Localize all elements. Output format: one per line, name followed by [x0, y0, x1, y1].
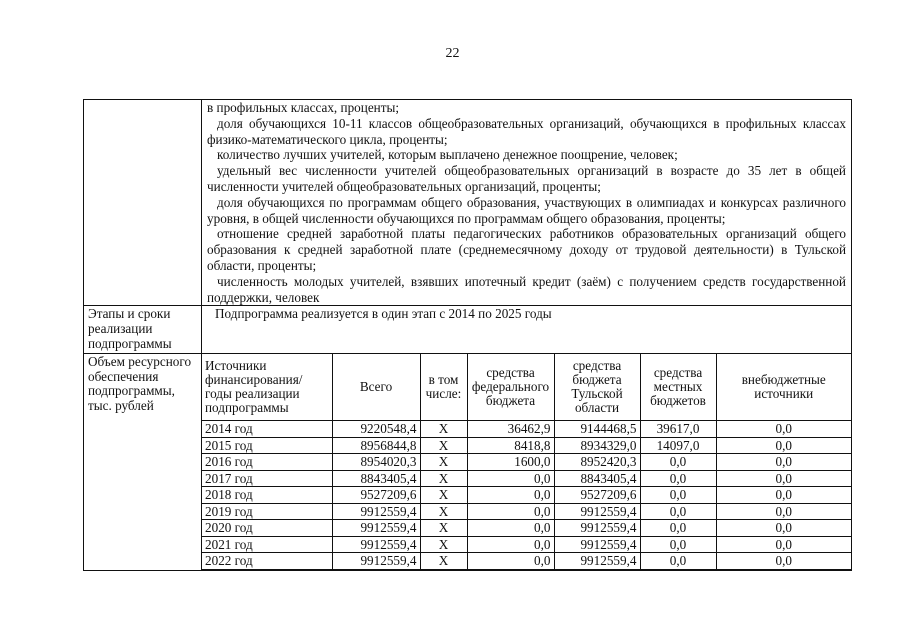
value-cell: 0,0 — [640, 503, 716, 520]
funding-label-cell — [84, 354, 202, 571]
year-cell: 2021 год — [202, 536, 332, 553]
value-cell: 8952420,3 — [554, 454, 640, 471]
year-cell: 2020 год — [202, 520, 332, 537]
table-row — [202, 421, 851, 438]
value-cell: 0,0 — [716, 553, 851, 570]
value-cell: 9912559,4 — [554, 520, 640, 537]
value-cell: 0,0 — [467, 487, 554, 504]
funding-cell — [202, 354, 852, 571]
value-cell: 8954020,3 — [332, 454, 420, 471]
value-cell: 9527209,6 — [554, 487, 640, 504]
funding-row — [84, 354, 852, 571]
value-cell: 0,0 — [640, 470, 716, 487]
passport-table — [83, 99, 852, 571]
table-row — [202, 520, 851, 537]
header-regional: средства бюджета Тульской области — [554, 354, 640, 421]
page-number: 22 — [445, 46, 460, 61]
value-cell: 9912559,4 — [332, 536, 420, 553]
value-cell: 0,0 — [467, 470, 554, 487]
table-row — [202, 454, 851, 471]
value-cell: 0,0 — [467, 553, 554, 570]
value-cell: Х — [420, 470, 467, 487]
value-cell: 9912559,4 — [332, 503, 420, 520]
year-cell: 2015 год — [202, 437, 332, 454]
value-cell: 0,0 — [716, 454, 851, 471]
stages-row — [84, 306, 852, 354]
stages-label: Этапы и сроки реализации подпрограммы — [88, 306, 172, 351]
value-cell: Х — [420, 553, 467, 570]
header-including: в том числе: — [420, 354, 467, 421]
value-cell: Х — [420, 536, 467, 553]
year-cell: 2022 год — [202, 553, 332, 570]
indicator-item: отношение средней заработной платы педагогических работников образовательных организаций общего образования к средней заработной плате (среднемесячному доходу от трудовой деятельности) в Тульской области, проценты; — [207, 226, 846, 273]
value-cell: 0,0 — [640, 536, 716, 553]
value-cell: 0,0 — [716, 437, 851, 454]
header-local: средства местных бюджетов — [640, 354, 716, 421]
indicators-list — [202, 100, 851, 305]
funding-body — [202, 421, 851, 570]
indicator-item: доля обучающихся по программам общего образования, участвующих в олимпиадах и конкурсах различного уровня, в общей численности обучающихся по программам общего образования, проценты; — [207, 194, 846, 226]
value-cell: 8843405,4 — [554, 470, 640, 487]
value-cell: 9912559,4 — [554, 503, 640, 520]
funding-label: Объем ресурсного обеспечения подпрограммы, тыс. рублей — [88, 354, 192, 413]
value-cell: 0,0 — [467, 503, 554, 520]
value-cell: 9912559,4 — [554, 536, 640, 553]
year-cell: 2014 год — [202, 421, 332, 438]
value-cell: Х — [420, 454, 467, 471]
header-sources: Источники финансирования/ годы реализации подпрограммы — [202, 354, 332, 421]
table-row — [202, 553, 851, 570]
indicators-cell — [202, 100, 852, 306]
year-cell: 2019 год — [202, 503, 332, 520]
table-row — [202, 503, 851, 520]
value-cell: 0,0 — [640, 454, 716, 471]
year-cell: 2016 год — [202, 454, 332, 471]
table-row — [202, 470, 851, 487]
value-cell: 0,0 — [716, 503, 851, 520]
indicator-item: количество лучших учителей, которым выплачено денежное поощрение, человек; — [217, 147, 678, 163]
header-total: Всего — [332, 354, 420, 421]
value-cell: 0,0 — [716, 421, 851, 438]
value-cell: 0,0 — [640, 553, 716, 570]
value-cell: Х — [420, 437, 467, 454]
year-cell: 2018 год — [202, 487, 332, 504]
value-cell: 0,0 — [640, 520, 716, 537]
value-cell: 0,0 — [640, 487, 716, 504]
stages-text: Подпрограмма реализуется в один этап с 2014 по 2025 годы — [215, 306, 552, 322]
value-cell: 0,0 — [716, 487, 851, 504]
value-cell: 0,0 — [716, 536, 851, 553]
header-federal: средства федерального бюджета — [467, 354, 554, 421]
value-cell: Х — [420, 421, 467, 438]
value-cell: Х — [420, 520, 467, 537]
table-row — [202, 437, 851, 454]
year-cell: 2017 год — [202, 470, 332, 487]
value-cell: 9220548,4 — [332, 421, 420, 438]
value-cell: 8418,8 — [467, 437, 554, 454]
funding-table — [202, 354, 851, 570]
indicators-row — [84, 100, 852, 306]
value-cell: Х — [420, 503, 467, 520]
value-cell: 0,0 — [467, 520, 554, 537]
indicator-item: удельный вес численности учителей общеобразовательных организаций в возрасте до 35 лет в общей численности учителей общеобразовательных организаций, проценты; — [207, 163, 846, 194]
header-extrabudgetary: внебюджетные источники — [716, 354, 851, 421]
value-cell: 8956844,8 — [332, 437, 420, 454]
value-cell: 0,0 — [716, 470, 851, 487]
value-cell: 9527209,6 — [332, 487, 420, 504]
value-cell: Х — [420, 487, 467, 504]
table-row — [202, 487, 851, 504]
indicator-item: численность молодых учителей, взявших ипотечный кредит (заём) с получением средств государственной поддержки, человек — [207, 273, 846, 305]
value-cell: 9912559,4 — [332, 520, 420, 537]
value-cell: 0,0 — [467, 536, 554, 553]
funding-header-row — [202, 354, 851, 421]
indicators-label-cell — [84, 100, 202, 306]
stages-label-cell — [84, 306, 202, 354]
value-cell: 8934329,0 — [554, 437, 640, 454]
value-cell: 1600,0 — [467, 454, 554, 471]
value-cell: 0,0 — [716, 520, 851, 537]
value-cell: 36462,9 — [467, 421, 554, 438]
value-cell: 14097,0 — [640, 437, 716, 454]
indicator-item: доля обучающихся 10-11 классов общеобразовательных организаций, обучающихся в профильных классах физико-математического цикла, проценты; — [207, 115, 846, 147]
indicator-item: в профильных классах, проценты; — [207, 100, 400, 115]
value-cell: 9144468,5 — [554, 421, 640, 438]
stages-cell — [202, 306, 852, 354]
value-cell: 8843405,4 — [332, 470, 420, 487]
value-cell: 9912559,4 — [332, 553, 420, 570]
table-row — [202, 536, 851, 553]
value-cell: 9912559,4 — [554, 553, 640, 570]
value-cell: 39617,0 — [640, 421, 716, 438]
